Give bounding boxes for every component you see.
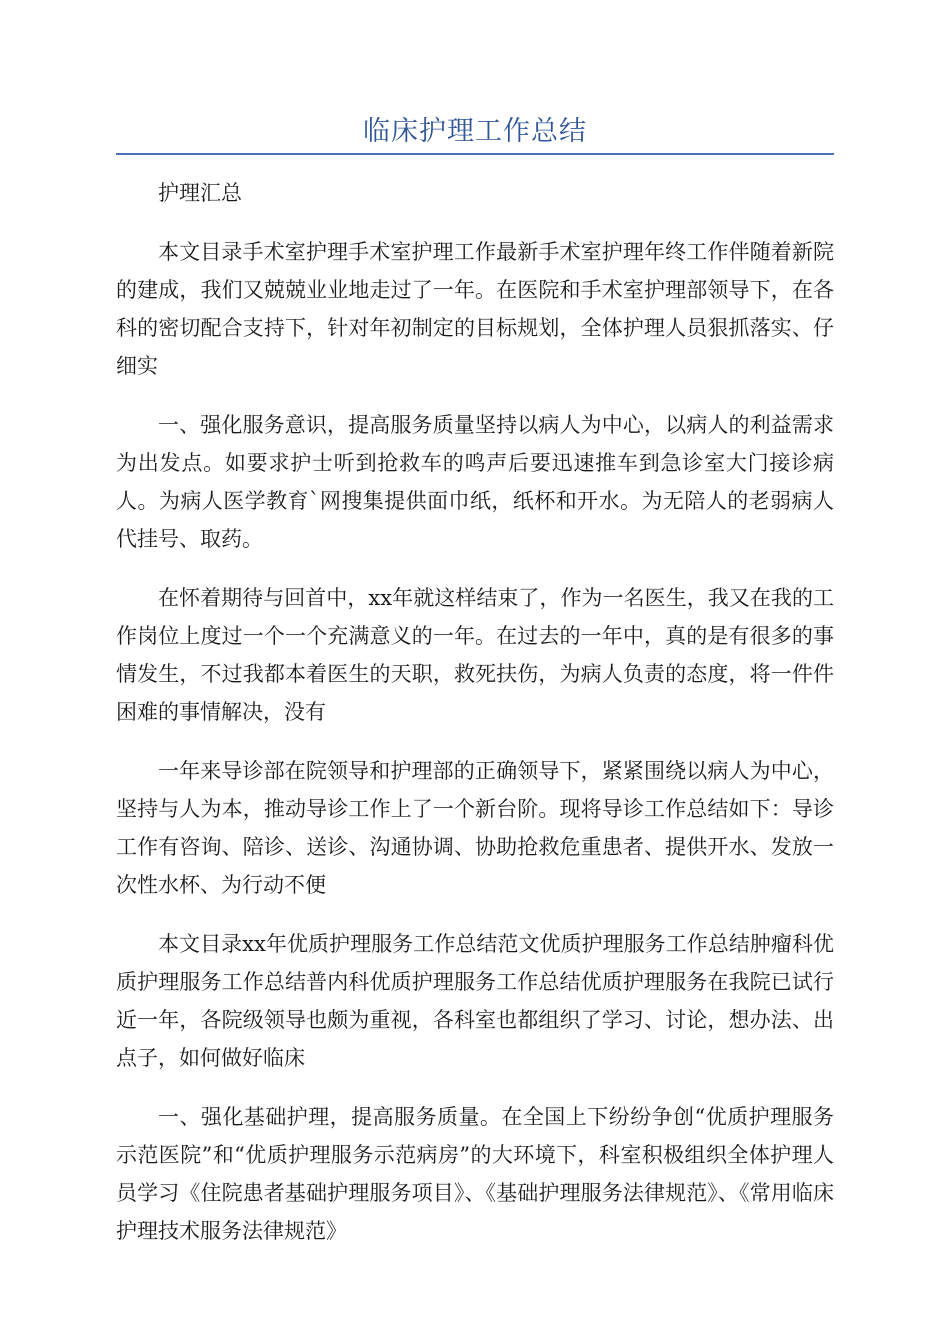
document-title: 临床护理工作总结 xyxy=(363,116,587,147)
paragraph-5: 一年来导诊部在院领导和护理部的正确领导下，紧紧围绕以病人为中心，坚持与人为本，推动导诊工作上了一个新台阶。现将导诊工作总结如下：导诊工作有咨询、陪诊、送诊、沟通协调、协助抢救危重患者、提供开水、发放一次性水杯、为行动不便 xyxy=(116,759,834,897)
paragraph-7: 一、强化基础护理，提高服务质量。在全国上下纷纷争创“优质护理服务示范医院”和“优质护理服务示范病房”的大环境下，科室积极组织全体护理人员学习《住院患者基础护理服务项目》、《基础护理服务法律规范》、《常用临床护理技术服务法律规范》 xyxy=(116,1105,834,1243)
paragraph-1: 护理汇总 xyxy=(158,181,242,205)
document-body xyxy=(116,174,834,1271)
paragraph-2: 本文目录手术室护理手术室护理工作最新手术室护理年终工作伴随着新院的建成，我们又兢兢业业地走过了一年。在医院和手术室护理部领导下，在各科的密切配合支持下，针对年初制定的目标规划，全体护理人员狠抓落实、仔细实 xyxy=(116,240,834,378)
paragraph-3: 一、强化服务意识，提高服务质量坚持以病人为中心，以病人的利益需求为出发点。如要求护士听到抢救车的鸣声后要迅速推车到急诊室大门接诊病人。为病人医学教育`网搜集提供面巾纸，纸杯和开水。为无陪人的老弱病人代挂号、取药。 xyxy=(116,413,834,551)
paragraph-4: 在怀着期待与回首中，xx年就这样结束了，作为一名医生，我又在我的工作岗位上度过一个一个充满意义的一年。在过去的一年中，真的是有很多的事情发生，不过我都本着医生的天职，救死扶伤，为病人负责的态度，将一件件困难的事情解决，没有 xyxy=(116,586,834,724)
title-underline xyxy=(116,153,834,155)
paragraph-6: 本文目录xx年优质护理服务工作总结范文优质护理服务工作总结肿瘤科优质护理服务工作总结普内科优质护理服务工作总结优质护理服务在我院已试行近一年，各院级领导也颇为重视，各科室也都组织了学习、讨论，想办法、出点子，如何做好临床 xyxy=(116,932,834,1070)
